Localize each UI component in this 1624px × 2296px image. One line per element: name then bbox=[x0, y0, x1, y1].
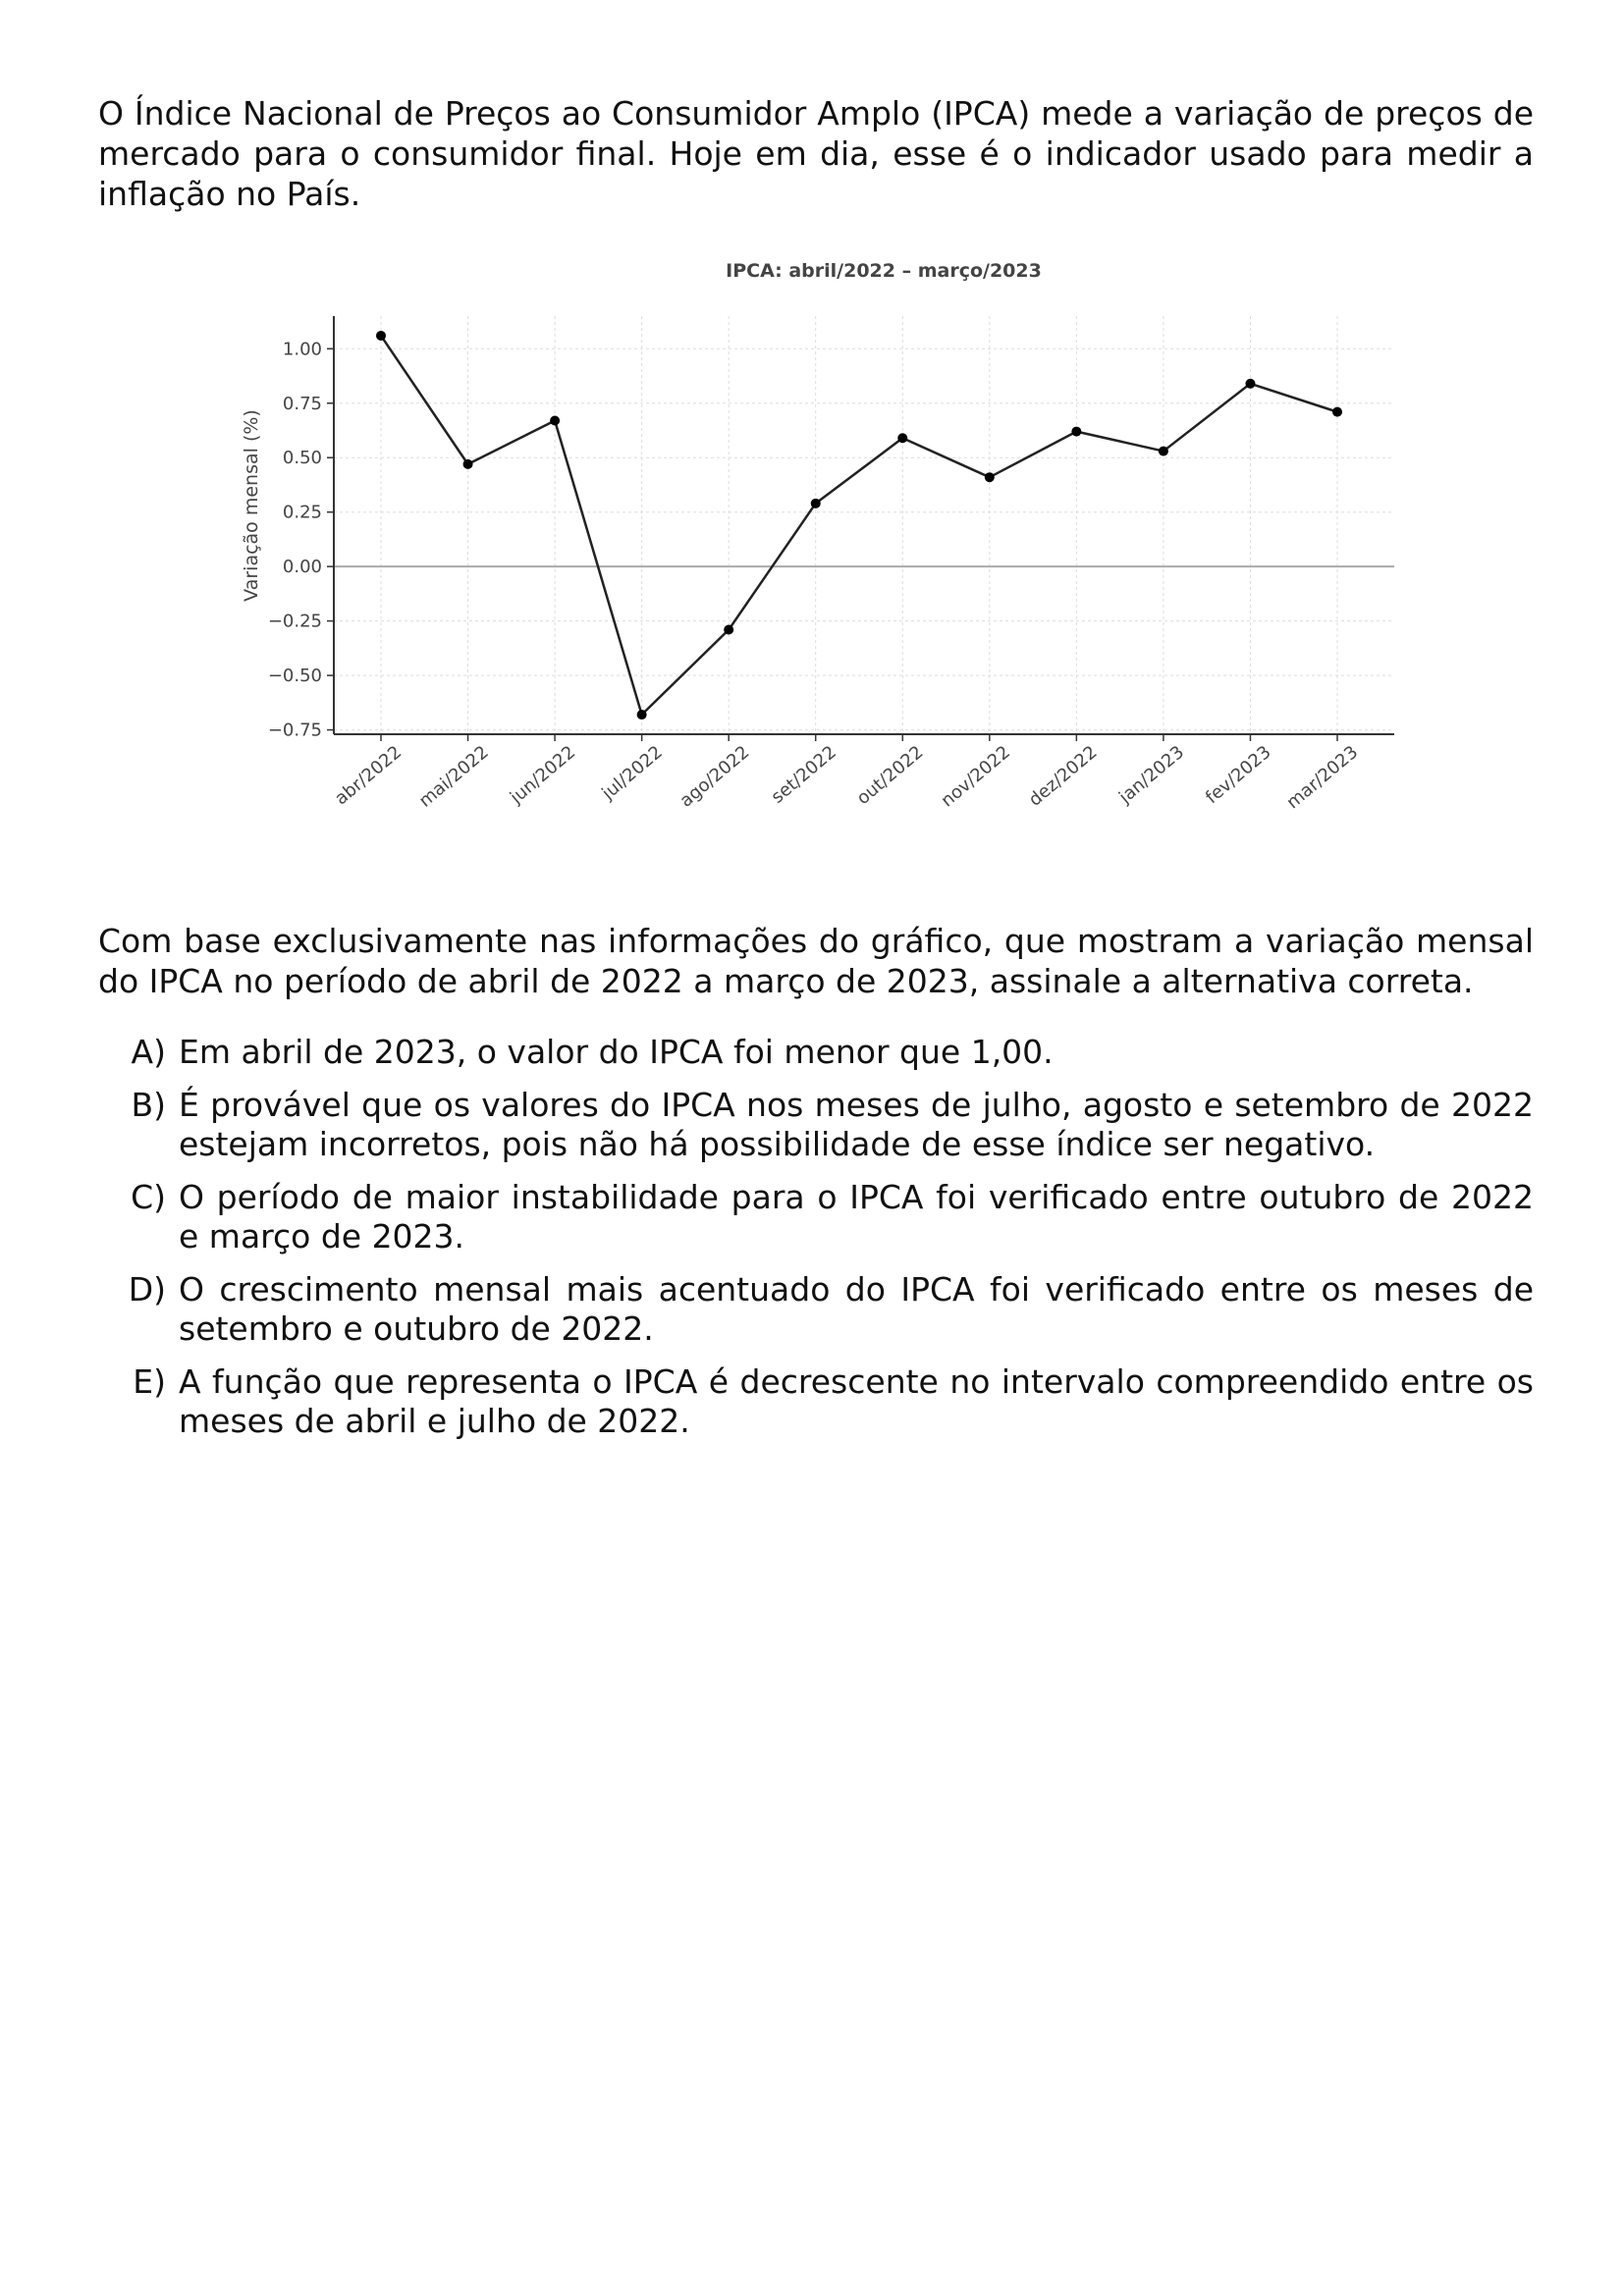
data-point bbox=[550, 416, 560, 426]
option-letter: B) bbox=[131, 1086, 166, 1124]
y-tick-label: −0.50 bbox=[267, 666, 322, 687]
data-point bbox=[897, 433, 907, 443]
option-a[interactable] bbox=[98, 1033, 1534, 1072]
series-line bbox=[381, 336, 1337, 715]
y-tick-label: 0.75 bbox=[282, 393, 322, 414]
option-letter: E) bbox=[133, 1362, 166, 1401]
option-text: A função que representa o IPCA é decrescente no intervalo compreendido entre os meses de abril e julho de 2022. bbox=[179, 1362, 1534, 1440]
option-letter: D) bbox=[128, 1270, 166, 1308]
data-point bbox=[1071, 427, 1081, 437]
x-tick-label: fev/2023 bbox=[1201, 741, 1275, 809]
data-point bbox=[1245, 379, 1255, 389]
x-tick-label: jan/2023 bbox=[1114, 741, 1189, 808]
data-point bbox=[637, 710, 647, 720]
option-e[interactable] bbox=[98, 1362, 1534, 1441]
data-point bbox=[376, 331, 386, 341]
data-point bbox=[1332, 407, 1342, 417]
option-letter: A) bbox=[131, 1033, 166, 1071]
document-page bbox=[98, 93, 1534, 1455]
data-point bbox=[1159, 447, 1168, 456]
data-point bbox=[724, 625, 733, 635]
y-tick-label: −0.25 bbox=[267, 611, 322, 632]
question-paragraph: Com base exclusivamente nas informações do gráfico, que mostram a variação mensal do IPCA no período de abril de 2022 a março de 2023, assinale a alternativa correta. bbox=[98, 922, 1534, 1000]
y-tick-label: 0.50 bbox=[282, 448, 322, 469]
x-tick-label: abr/2022 bbox=[331, 741, 406, 810]
answer-options bbox=[98, 1033, 1534, 1441]
x-tick-label: mai/2022 bbox=[414, 741, 493, 812]
y-tick-label: 1.00 bbox=[282, 339, 322, 360]
intro-paragraph: O Índice Nacional de Preços ao Consumidor Amplo (IPCA) mede a variação de preços de mercado para o consumidor final. Hoje em dia, esse é o indicador usado para medir a inflação no País. bbox=[98, 94, 1534, 213]
x-tick-label: out/2022 bbox=[852, 741, 928, 810]
option-letter: C) bbox=[131, 1178, 166, 1216]
y-tick-label: 0.00 bbox=[282, 557, 322, 578]
chart-svg bbox=[98, 255, 1512, 893]
option-text: Em abril de 2023, o valor do IPCA foi menor que 1,00. bbox=[179, 1033, 1054, 1071]
option-b[interactable] bbox=[98, 1086, 1534, 1164]
x-tick-label: set/2022 bbox=[767, 741, 840, 808]
data-point bbox=[463, 459, 473, 469]
chart-title: IPCA: abril/2022 – março/2023 bbox=[726, 260, 1042, 282]
x-tick-label: jun/2022 bbox=[506, 741, 580, 809]
y-tick-label: −0.75 bbox=[267, 720, 322, 741]
option-d[interactable] bbox=[98, 1270, 1534, 1349]
x-tick-label: dez/2022 bbox=[1024, 741, 1102, 811]
y-tick-label: 0.25 bbox=[282, 502, 322, 523]
x-tick-label: jul/2022 bbox=[598, 741, 667, 804]
ipca-chart bbox=[98, 255, 1512, 893]
x-tick-label: ago/2022 bbox=[676, 741, 754, 812]
y-axis-label: Variação mensal (%) bbox=[241, 409, 262, 602]
option-c[interactable] bbox=[98, 1178, 1534, 1256]
option-text: O crescimento mensal mais acentuado do IPCA foi verificado entre os meses de setembro e outubro de 2022. bbox=[179, 1270, 1534, 1348]
option-text: É provável que os valores do IPCA nos meses de julho, agosto e setembro de 2022 estejam incorretos, pois não há possibilidade de esse índice ser negativo. bbox=[179, 1086, 1534, 1163]
data-point bbox=[811, 499, 821, 508]
option-text: O período de maior instabilidade para o IPCA foi verificado entre outubro de 2022 e março de 2023. bbox=[179, 1178, 1534, 1255]
x-tick-label: nov/2022 bbox=[937, 741, 1015, 812]
data-point bbox=[985, 472, 995, 482]
x-tick-label: mar/2023 bbox=[1282, 741, 1363, 814]
